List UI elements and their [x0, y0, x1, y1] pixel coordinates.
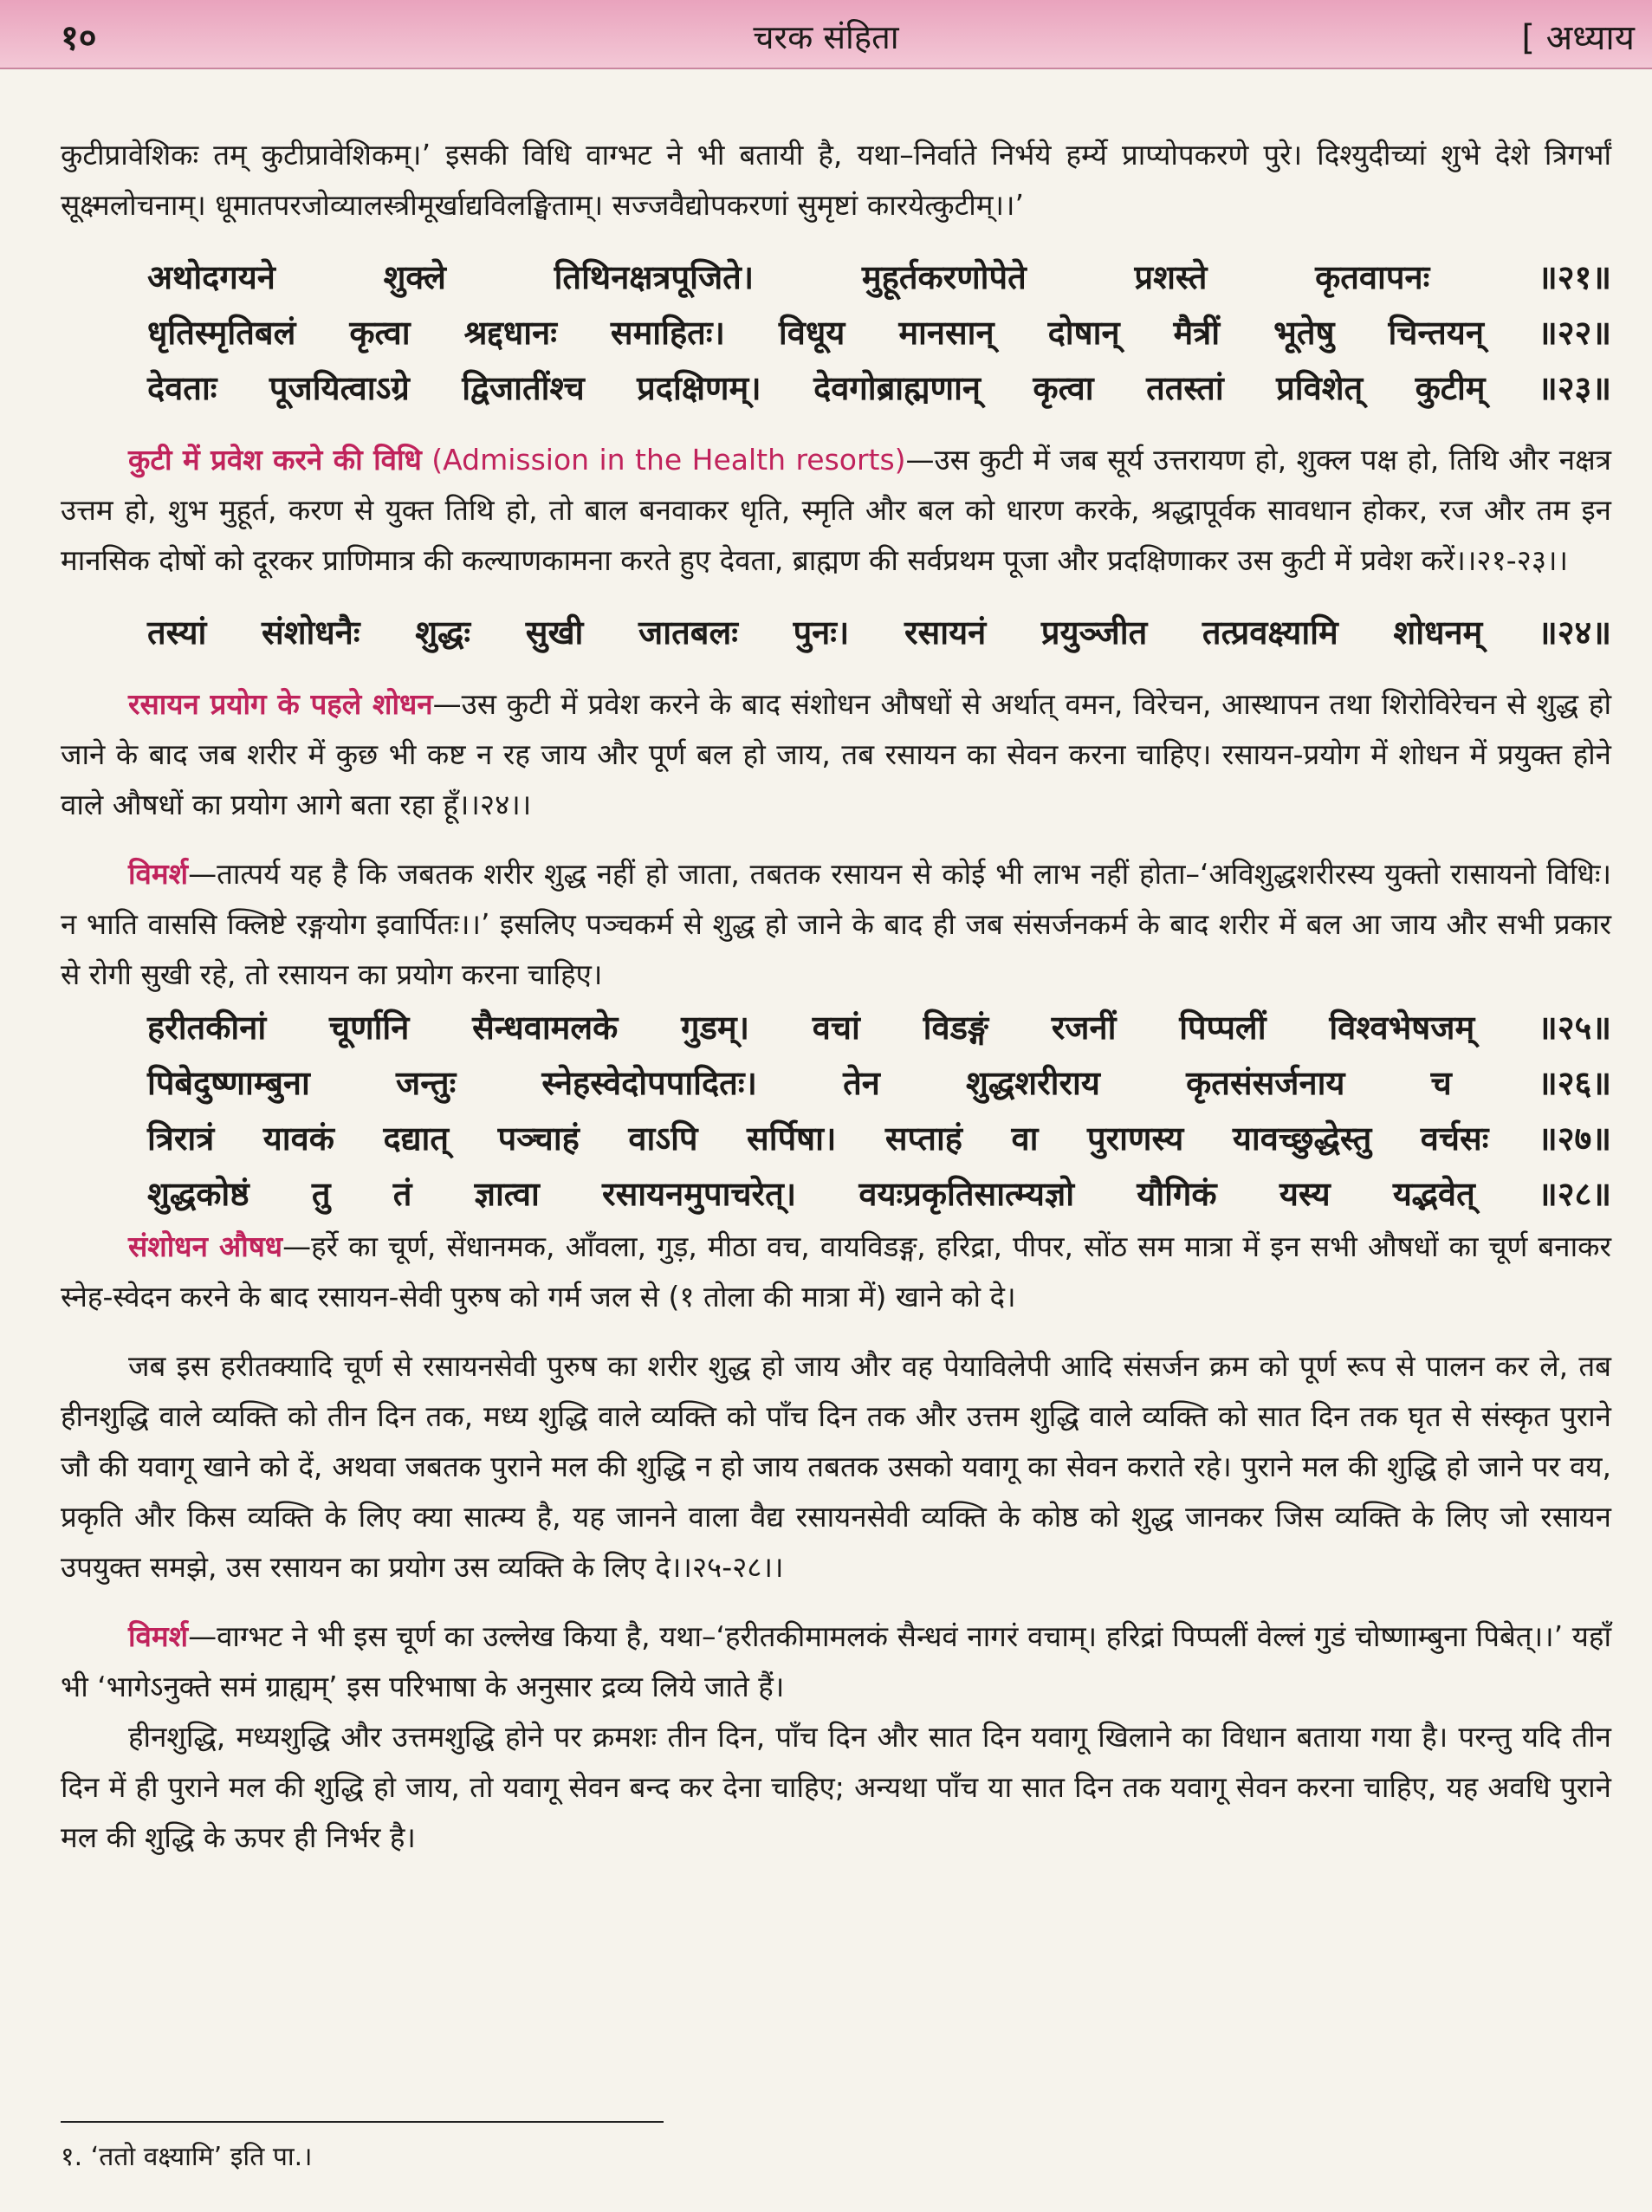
- section-heading: विमर्श: [128, 857, 189, 891]
- chapter-label: [ अध्याय: [1521, 18, 1635, 58]
- paragraph-text: —हर्रे का चूर्ण, सेंधानमक, आँवला, गुड़, मीठा वच, वायविडङ्ग, हरिद्रा, पीपर, सोंठ सम मात्रा में इन सभी औषधों का चूर्ण बनाकर स्नेह-स्वेदन करने के बाद रसायन-सेवी पुरुष को गर्म जल से (१ तोला की मात्रा में) खाने को दे।: [61, 1229, 1611, 1314]
- paragraph-intro: कुटीप्रावेशिकः तम् कुटीप्रावेशिकम्।’ इसकी विधि वाग्भट ने भी बतायी है, यथा–निर्वाते निर्भये हर्म्ये प्राप्योपकरणे पुरे। दिश्युदीच्यां शुभे देशे त्रिगर्भां सूक्ष्मलोचनाम्। धूमातपरजोव्यालस्त्रीमूर्खाद्यविलङ्घिताम्। सज्जवैद्योपकरणां सुमृष्टां कारयेत्कुटीम्।।’: [61, 138, 1611, 222]
- paragraph-purification: [61, 679, 1611, 830]
- paragraph-text: —उस कुटी में जब सूर्य उत्तरायण हो, शुक्ल पक्ष हो, तिथि और नक्षत्र उत्तम हो, शुभ मुहूर्त, करण से युक्त तिथि हो, तो बाल बनवाकर धृति, स्मृति और बल को धारण करके, श्रद्धापूर्वक सावधान होकर, रज और तम इन मानसिक दोषों को दूरकर प्राणिमात्र की कल्याणकामना करते हुए देवता, ब्राह्मण की सर्वप्रथम पूजा और प्रदक्षिणाकर उस कुटी में प्रवेश करें।।२१-२३।।: [61, 443, 1611, 577]
- section-heading: संशोधन औषध: [128, 1229, 283, 1263]
- verse-24: तस्यां संशोधनैः शुद्धः सुखी जातबलः पुनः। रसायनं प्रयुञ्जीत तत्प्रवक्ष्यामि शोधनम् ॥२४॥: [147, 613, 1611, 652]
- paragraph-vimarsha-2: [61, 1612, 1611, 1712]
- verse-23: देवताः पूजयित्वाऽग्रे द्विजातींश्च प्रदक्षिणम्। देवगोब्राह्मणान् कृत्वा ततस्तां प्रविशेत् कुटीम् ॥२३॥: [147, 369, 1611, 407]
- paragraph-text: —तात्पर्य यह है कि जबतक शरीर शुद्ध नहीं हो जाता, तबतक रसायन से कोई भी लाभ नहीं होता–‘अविशुद्धशरीरस्य युक्तो रासायनो विधिः। न भाति वाससि क्लिष्टे रङ्गयोग इवार्पितः।।’ इसलिए पञ्चकर्म से शुद्ध हो जाने के बाद ही जब संसर्जनकर्म के बाद शरीर में बल आ जाय और सभी प्रकार से रोगी सुखी रहे, तो रसायन का प्रयोग करना चाहिए।: [61, 857, 1611, 991]
- verse-27: त्रिरात्रं यावकं दद्यात् पञ्चाहं वाऽपि सर्पिषा। सप्ताहं वा पुराणस्य यावच्छुद्धेस्तु वर्चसः ॥२७॥: [147, 1119, 1611, 1158]
- verse-21: अथोदगयने शुक्ले तिथिनक्षत्रपूजिते। मुहूर्तकरणोपेते प्रशस्ते कृतवापनः ॥२१॥: [147, 258, 1611, 296]
- page-number: १०: [61, 18, 97, 58]
- footnote-divider: [61, 2121, 664, 2123]
- section-heading: रसायन प्रयोग के पहले शोधन: [128, 687, 433, 721]
- paragraph-text: —उस कुटी में प्रवेश करने के बाद संशोधन औषधों से अर्थात् वमन, विरेचन, आस्थापन तथा शिरोविरेचन से शुद्ध हो जाने के बाद जब शरीर में कुछ भी कष्ट न रह जाय और पूर्ण बल हो जाय, तब रसायन का सेवन करना चाहिए। रसायन-प्रयोग में शोधन में प्रयुक्त होने वाले औषधों का प्रयोग आगे बता रहा हूँ।।२४।।: [61, 687, 1611, 821]
- verse-26: पिबेदुष्णाम्बुना जन्तुः स्नेहस्वेदोपपादितः। तेन शुद्धशरीराय कृतसंसर्जनाय च ॥२६॥: [147, 1064, 1611, 1102]
- footnote: १. ‘ततो वक्ष्यामि’ इति पा.।: [61, 2142, 313, 2172]
- paragraph-yavagu: जब इस हरीतक्यादि चूर्ण से रसायनसेवी पुरुष का शरीर शुद्ध हो जाय और वह पेयाविलेपी आदि संसर्जन क्रम को पूर्ण रूप से पालन कर ले, तब हीनशुद्धि वाले व्यक्ति को तीन दिन तक, मध्य शुद्धि वाले व्यक्ति को पाँच दिन तक और उत्तम शुद्धि वाले व्यक्ति को सात दिन तक घृत से संस्कृत पुराने जौ की यवागू खाने को दें, अथवा जबतक पुराने मल की शुद्धि न हो जाय तबतक उसको यवागू का सेवन कराते रहे। पुराने मल की शुद्धि हो जाने पर वय, प्रकृति और किस व्यक्ति के लिए क्या सात्म्य है, यह जानने वाला वैद्य रसायनसेवी व्यक्ति के कोष्ठ को शुद्ध जानकर जिस व्यक्ति के लिए जो रसायन उपयुक्त समझे, उस रसायन का प्रयोग उस व्यक्ति के लिए दे।।२५-२८।।: [61, 1349, 1611, 1584]
- paragraph-admission: [61, 435, 1611, 586]
- page-body: [61, 130, 1611, 1863]
- section-heading: कुटी में प्रवेश करने की विधि: [128, 443, 422, 477]
- paragraph-vimarsha-1: [61, 849, 1611, 1000]
- verse-28: शुद्धकोष्ठं तु तं ज्ञात्वा रसायनमुपाचरेत्। वयःप्रकृतिसात्म्यज्ञो यौगिकं यस्य यद्भवेत् ॥२८॥: [147, 1175, 1611, 1213]
- page-header: [0, 0, 1652, 69]
- paragraph-text: —वाग्भट ने भी इस चूर्ण का उल्लेख किया है, यथा–‘हरीतकीमामलकं सैन्धवं नागरं वचाम्। हरिद्रां पिप्पलीं वेल्लं गुडं चोष्णाम्बुना पिबेत्।।’ यहाँ भी ‘भागेऽनुक्ते समं ग्राह्यम्’ इस परिभाषा के अनुसार द्रव्य लिये जाते हैं।: [61, 1619, 1611, 1703]
- verse-25: हरीतकीनां चूर्णानि सैन्धवामलके गुडम्। वचां विडङ्गं रजनीं पिप्पलीं विश्वभेषजम् ॥२५॥: [147, 1009, 1611, 1047]
- section-heading-english: (Admission in the Health resorts): [421, 443, 906, 477]
- paragraph-conclusion: हीनशुद्धि, मध्यशुद्धि और उत्तमशुद्धि होने पर क्रमशः तीन दिन, पाँच दिन और सात दिन यवागू खिलाने का विधान बताया गया है। परन्तु यदि तीन दिन में ही पुराने मल की शुद्धि हो जाय, तो यवागू सेवन बन्द कर देना चाहिए; अन्यथा पाँच या सात दिन तक यवागू सेवन करना चाहिए, यह अवधि पुराने मल की शुद्धि के ऊपर ही निर्भर है।: [61, 1720, 1611, 1854]
- paragraph-medicines: [61, 1222, 1611, 1322]
- book-title: चरक संहिता: [753, 18, 899, 56]
- verse-22: धृतिस्मृतिबलं कृत्वा श्रद्दधानः समाहितः। विधूय मानसान् दोषान् मैत्रीं भूतेषु चिन्तयन् ॥२२॥: [147, 314, 1611, 352]
- section-heading: विमर्श: [128, 1619, 189, 1653]
